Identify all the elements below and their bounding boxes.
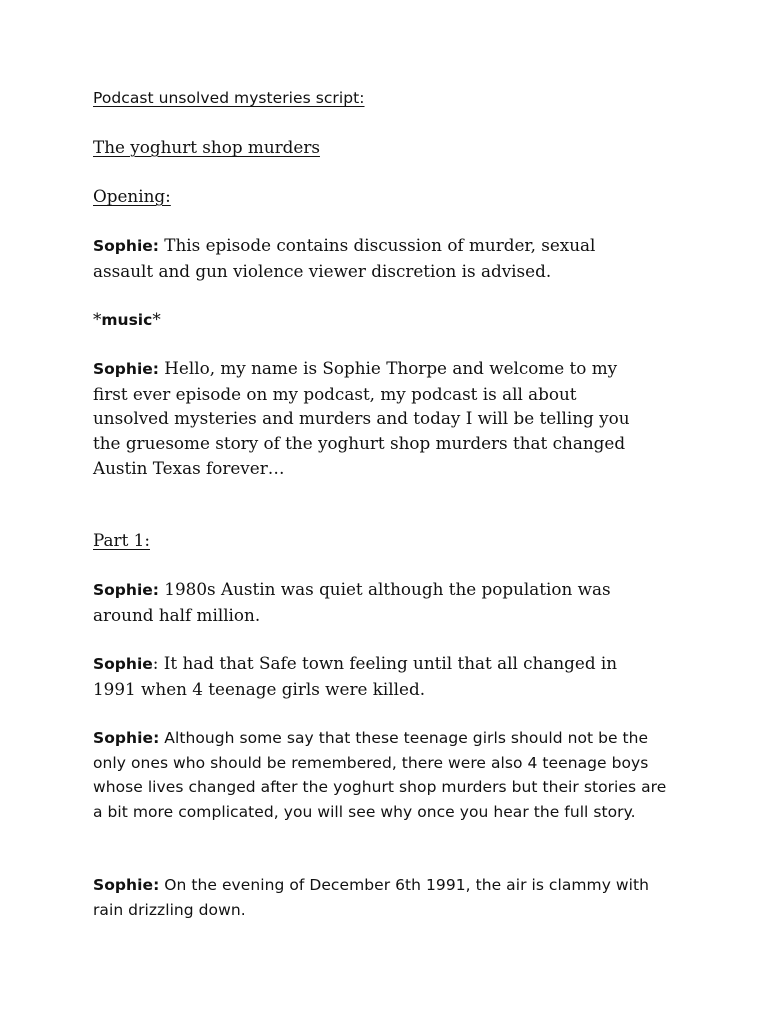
speaker-label: Sophie:: [93, 729, 160, 747]
dialogue-text: This episode contains discussion of murder, sexual assault and gun violence viewer discretion is advised.: [93, 235, 596, 281]
part1-heading: Part 1:: [93, 530, 150, 550]
part1-line-3: [93, 726, 678, 825]
speaker-label: Sophie: [93, 655, 153, 673]
script-title: Podcast unsolved mysteries script:: [93, 89, 365, 107]
speaker-label: Sophie:: [93, 360, 159, 378]
intro-line: [93, 356, 655, 481]
speaker-label: Sophie:: [93, 237, 159, 255]
dialogue-text: On the evening of December 6th 1991, the air is clammy with rain drizzling down.: [93, 876, 649, 919]
speaker-label: Sophie:: [93, 876, 160, 894]
opening-heading: Opening:: [93, 186, 171, 206]
music-cue-close: *: [152, 309, 161, 329]
speaker-label: Sophie:: [93, 581, 159, 599]
music-cue-word: music: [101, 311, 153, 329]
dialogue-text: Although some say that these teenage girls should not be the only ones who should be remembered, there were also 4 teenage boys whose lives changed after the yoghurt shop murders but their stories are a bit more complicated, you will see why once you hear the full story.: [93, 729, 667, 822]
dialogue-text: : It had that Safe town feeling until that all changed in 1991 when 4 teenage girls were killed.: [93, 653, 618, 699]
opening-line: [93, 233, 653, 283]
part1-line-1: [93, 577, 638, 627]
part1-line-2: [93, 651, 653, 701]
music-cue: [93, 307, 678, 333]
part1-line-4: [93, 873, 678, 922]
dialogue-text: 1980s Austin was quiet although the population was around half million.: [93, 579, 611, 625]
dialogue-text: Hello, my name is Sophie Thorpe and welcome to my first ever episode on my podcast, my podcast is all about unsolved mysteries and murders and today I will be telling you the gruesome story of the yoghurt shop murders that changed Austin Texas forever…: [93, 358, 630, 478]
music-cue-open: *: [93, 309, 102, 329]
episode-title: The yoghurt shop murders: [93, 137, 320, 157]
